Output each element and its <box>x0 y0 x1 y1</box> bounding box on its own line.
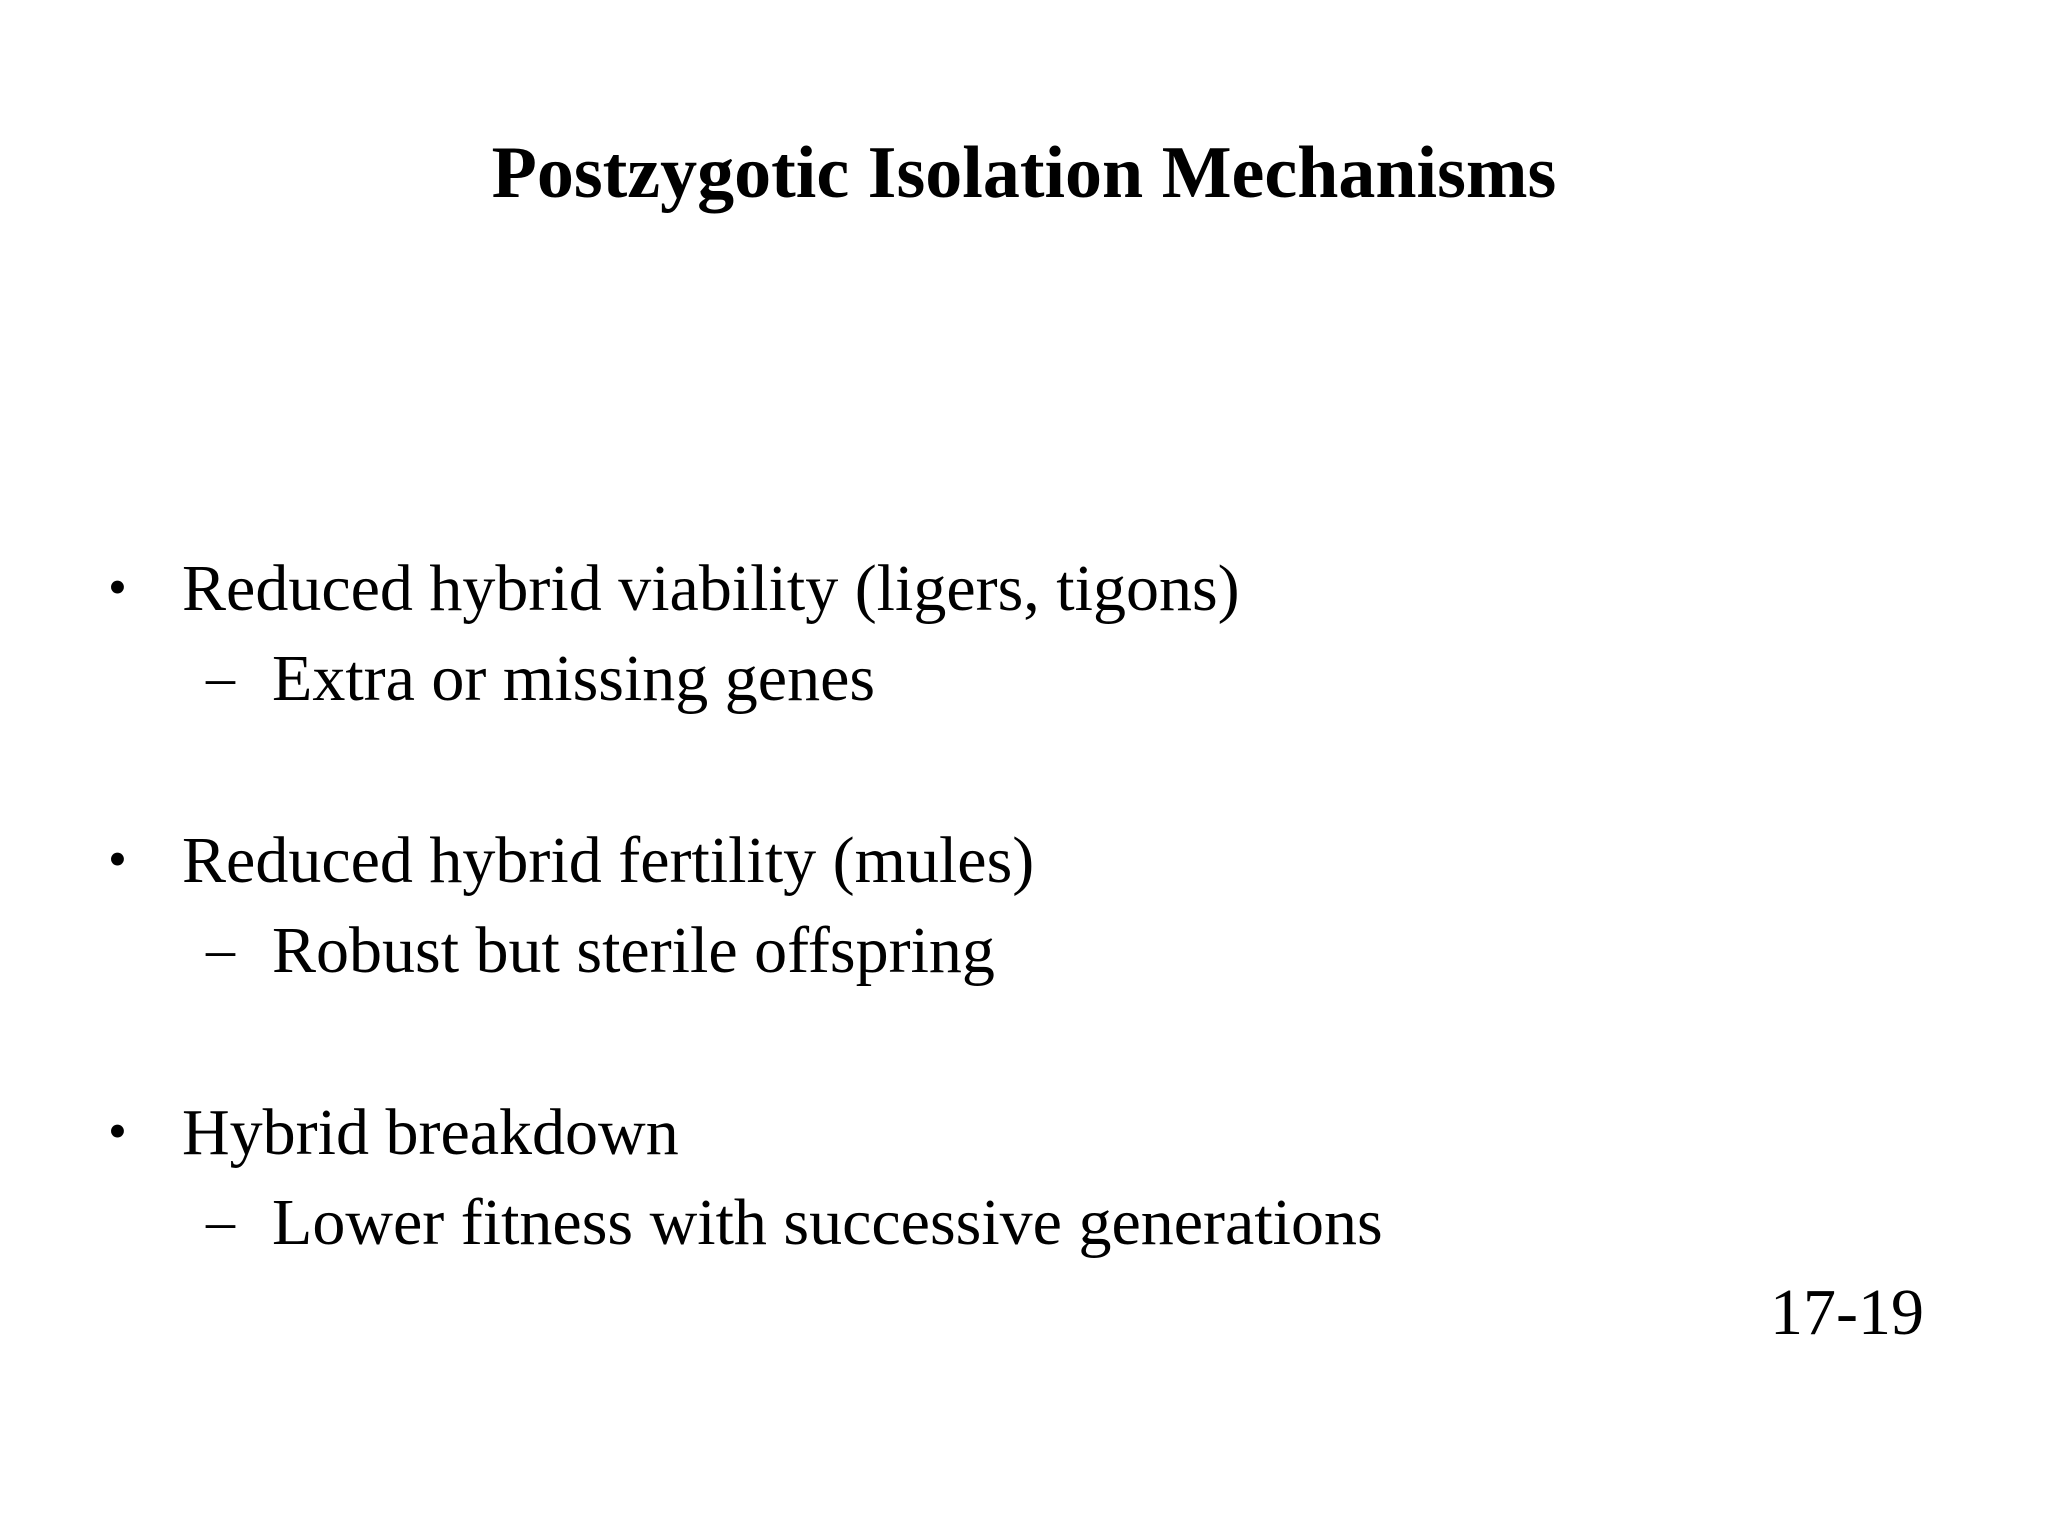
bullet-icon: • <box>108 557 127 617</box>
bullet-text: Reduced hybrid fertility (mules) <box>182 824 1035 897</box>
dash-icon: – <box>206 644 235 709</box>
dash-icon: – <box>206 1188 235 1253</box>
bullet-icon: • <box>108 829 127 889</box>
sub-bullet-text: Robust but sterile offspring <box>272 914 995 987</box>
bullet-text: Reduced hybrid viability (ligers, tigons) <box>182 552 1240 625</box>
bullet-text: Hybrid breakdown <box>182 1096 679 1169</box>
slide-number: 17-19 <box>1770 1276 1924 1349</box>
dash-icon: – <box>206 916 235 981</box>
slide-title: Postzygotic Isolation Mechanisms <box>491 132 1557 214</box>
sub-bullet-text: Extra or missing genes <box>272 642 876 715</box>
sub-bullet-text: Lower fitness with successive generations <box>272 1186 1383 1259</box>
bullet-icon: • <box>108 1101 127 1161</box>
